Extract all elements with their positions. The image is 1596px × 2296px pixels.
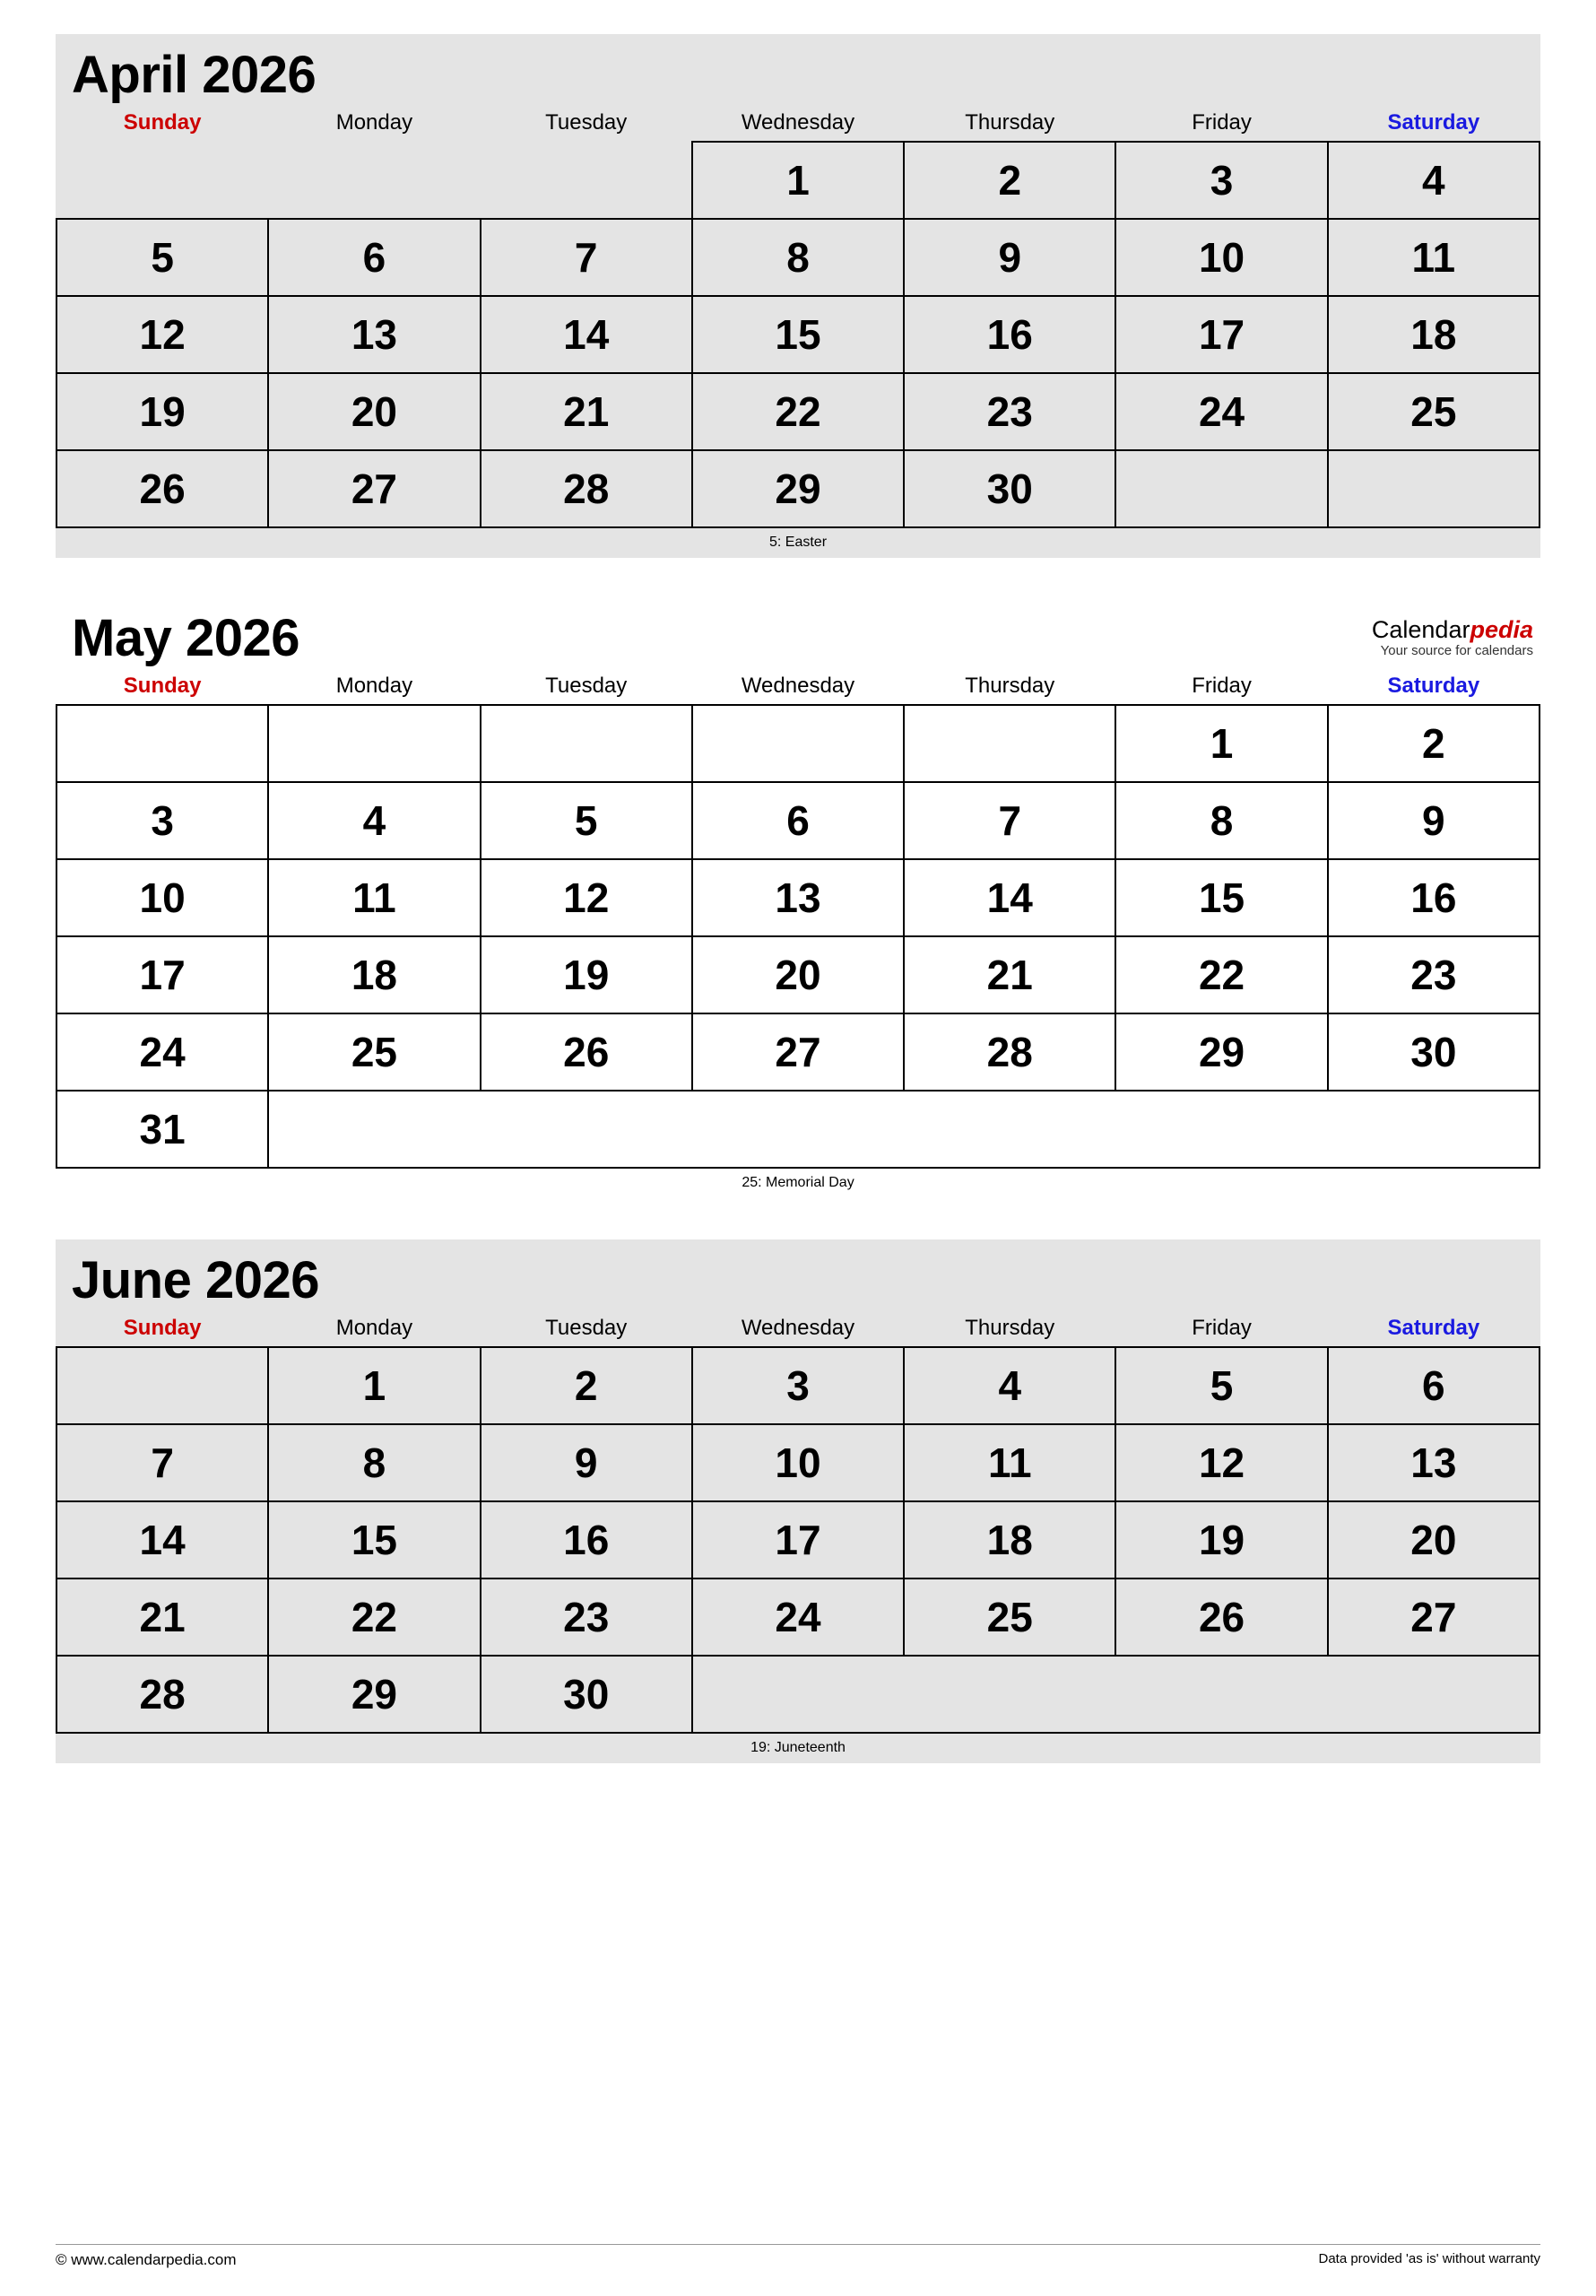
day-cell: 14 bbox=[481, 296, 692, 373]
calendar-body-june bbox=[56, 1347, 1540, 1733]
day-cell: 13 bbox=[268, 296, 480, 373]
day-cell: 25 bbox=[1328, 373, 1540, 450]
day-cell: 7 bbox=[481, 219, 692, 296]
day-cell: 30 bbox=[481, 1656, 692, 1733]
day-cell: 6 bbox=[268, 219, 480, 296]
day-cell: 24 bbox=[56, 1013, 268, 1091]
day-cell: 18 bbox=[904, 1501, 1115, 1578]
section-spacer bbox=[56, 558, 1540, 597]
table-row bbox=[56, 859, 1540, 936]
calendar-body-april bbox=[56, 142, 1540, 527]
day-cell-holiday: 19 bbox=[1115, 1501, 1327, 1578]
day-cell-holiday: 25 bbox=[268, 1013, 480, 1091]
day-cell: 19 bbox=[56, 373, 268, 450]
day-cell: 12 bbox=[1115, 1424, 1327, 1501]
table-row bbox=[56, 1091, 1540, 1168]
day-cell bbox=[481, 142, 692, 219]
day-cell: 9 bbox=[904, 219, 1115, 296]
day-cell: 30 bbox=[1328, 1013, 1540, 1091]
weekday-thursday: Thursday bbox=[965, 673, 1055, 698]
calendar-table-april bbox=[56, 109, 1540, 528]
day-cell: 24 bbox=[692, 1578, 904, 1656]
table-row bbox=[56, 1656, 1540, 1733]
month-block-april bbox=[56, 34, 1540, 558]
day-cell-empty bbox=[692, 1656, 1540, 1733]
day-cell: 11 bbox=[904, 1424, 1115, 1501]
day-cell: 16 bbox=[481, 1501, 692, 1578]
brand-name-part2: pedia bbox=[1470, 615, 1533, 643]
day-cell: 23 bbox=[904, 373, 1115, 450]
table-row bbox=[56, 1501, 1540, 1578]
day-cell: 4 bbox=[904, 1347, 1115, 1424]
day-cell: 27 bbox=[692, 1013, 904, 1091]
day-cell: 28 bbox=[56, 1656, 268, 1733]
day-cell: 1 bbox=[268, 1347, 480, 1424]
day-cell: 29 bbox=[1115, 1013, 1327, 1091]
day-cell: 5 bbox=[56, 219, 268, 296]
day-cell: 23 bbox=[481, 1578, 692, 1656]
weekday-tuesday: Tuesday bbox=[545, 110, 628, 135]
day-cell: 26 bbox=[56, 450, 268, 527]
section-spacer bbox=[56, 1198, 1540, 1239]
weekday-saturday: Saturday bbox=[1387, 673, 1480, 698]
day-cell: 28 bbox=[481, 450, 692, 527]
day-cell bbox=[692, 705, 904, 782]
day-cell: 19 bbox=[481, 936, 692, 1013]
footer-disclaimer: Data provided 'as is' without warranty bbox=[1318, 2251, 1540, 2266]
weekday-monday: Monday bbox=[335, 110, 413, 135]
day-cell bbox=[1115, 450, 1327, 527]
day-cell: 13 bbox=[692, 859, 904, 936]
month-notes-june: 19: Juneteenth bbox=[750, 1739, 846, 1755]
weekday-sunday: Sunday bbox=[123, 673, 202, 698]
day-cell: 29 bbox=[268, 1656, 480, 1733]
day-cell: 15 bbox=[692, 296, 904, 373]
day-cell: 24 bbox=[1115, 373, 1327, 450]
table-row bbox=[56, 1578, 1540, 1656]
weekday-thursday: Thursday bbox=[965, 1315, 1055, 1340]
brand-logo bbox=[1372, 617, 1533, 658]
day-cell: 2 bbox=[481, 1347, 692, 1424]
month-block-june bbox=[56, 1239, 1540, 1763]
day-cell: 8 bbox=[268, 1424, 480, 1501]
month-notes-may: 25: Memorial Day bbox=[742, 1174, 854, 1190]
day-cell: 17 bbox=[56, 936, 268, 1013]
day-cell: 15 bbox=[1115, 859, 1327, 936]
day-cell: 12 bbox=[56, 296, 268, 373]
footer-copyright: © www.calendarpedia.com bbox=[56, 2251, 237, 2268]
weekday-thursday: Thursday bbox=[965, 109, 1055, 135]
calendar-body-may bbox=[56, 705, 1540, 1168]
table-row bbox=[56, 1424, 1540, 1501]
table-row bbox=[56, 1347, 1540, 1424]
weekday-header-row bbox=[56, 672, 1540, 705]
day-cell: 14 bbox=[904, 859, 1115, 936]
table-row bbox=[56, 296, 1540, 373]
weekday-saturday: Saturday bbox=[1387, 1315, 1480, 1340]
day-cell-empty bbox=[268, 1091, 1540, 1168]
day-cell: 14 bbox=[56, 1501, 268, 1578]
day-cell: 7 bbox=[56, 1424, 268, 1501]
weekday-tuesday: Tuesday bbox=[545, 1315, 628, 1340]
brand-name bbox=[1372, 617, 1533, 642]
day-cell: 6 bbox=[692, 782, 904, 859]
day-cell bbox=[1328, 450, 1540, 527]
day-cell bbox=[268, 705, 480, 782]
weekday-wednesday: Wednesday bbox=[741, 1315, 855, 1340]
day-cell: 17 bbox=[692, 1501, 904, 1578]
day-cell: 10 bbox=[692, 1424, 904, 1501]
day-cell: 3 bbox=[1115, 142, 1327, 219]
day-cell: 3 bbox=[692, 1347, 904, 1424]
day-cell: 21 bbox=[904, 936, 1115, 1013]
day-cell: 11 bbox=[268, 859, 480, 936]
brand-tagline: Your source for calendars bbox=[1380, 643, 1533, 659]
month-title-april: April 2026 bbox=[72, 46, 317, 104]
day-cell: 26 bbox=[1115, 1578, 1327, 1656]
day-cell: 8 bbox=[1115, 782, 1327, 859]
weekday-sunday: Sunday bbox=[123, 1315, 202, 1340]
day-cell bbox=[268, 142, 480, 219]
day-cell: 20 bbox=[1328, 1501, 1540, 1578]
day-cell: 4 bbox=[1328, 142, 1540, 219]
day-cell: 28 bbox=[904, 1013, 1115, 1091]
day-cell bbox=[56, 142, 268, 219]
day-cell: 11 bbox=[1328, 219, 1540, 296]
weekday-tuesday: Tuesday bbox=[545, 673, 628, 698]
page-footer bbox=[56, 2244, 1540, 2269]
day-cell: 6 bbox=[1328, 1347, 1540, 1424]
day-cell bbox=[56, 1347, 268, 1424]
day-cell: 22 bbox=[1115, 936, 1327, 1013]
day-cell: 25 bbox=[904, 1578, 1115, 1656]
day-cell bbox=[904, 705, 1115, 782]
day-cell: 20 bbox=[692, 936, 904, 1013]
brand-name-part1: Calendar bbox=[1371, 615, 1470, 643]
weekday-wednesday: Wednesday bbox=[741, 109, 855, 135]
day-cell: 30 bbox=[904, 450, 1115, 527]
day-cell: 21 bbox=[56, 1578, 268, 1656]
table-row bbox=[56, 936, 1540, 1013]
weekday-friday: Friday bbox=[1192, 109, 1252, 135]
weekday-sunday: Sunday bbox=[123, 110, 202, 135]
day-cell: 1 bbox=[1115, 705, 1327, 782]
weekday-friday: Friday bbox=[1192, 1315, 1252, 1340]
day-cell: 16 bbox=[1328, 859, 1540, 936]
month-block-may bbox=[56, 597, 1540, 1198]
day-cell: 10 bbox=[1115, 219, 1327, 296]
day-cell: 2 bbox=[1328, 705, 1540, 782]
day-cell: 22 bbox=[692, 373, 904, 450]
day-cell: 20 bbox=[268, 373, 480, 450]
day-cell: 9 bbox=[1328, 782, 1540, 859]
weekday-friday: Friday bbox=[1192, 673, 1252, 698]
day-cell: 8 bbox=[692, 219, 904, 296]
day-cell: 12 bbox=[481, 859, 692, 936]
calendar-table-june bbox=[56, 1314, 1540, 1734]
month-title-may: May 2026 bbox=[72, 608, 299, 667]
day-cell: 3 bbox=[56, 782, 268, 859]
day-cell: 29 bbox=[692, 450, 904, 527]
day-cell: 2 bbox=[904, 142, 1115, 219]
day-cell: 13 bbox=[1328, 1424, 1540, 1501]
day-cell: 31 bbox=[56, 1091, 268, 1168]
table-row bbox=[56, 705, 1540, 782]
day-cell: 9 bbox=[481, 1424, 692, 1501]
day-cell: 26 bbox=[481, 1013, 692, 1091]
weekday-saturday: Saturday bbox=[1387, 109, 1480, 135]
day-cell: 5 bbox=[481, 782, 692, 859]
day-cell: 17 bbox=[1115, 296, 1327, 373]
weekday-monday: Monday bbox=[335, 1315, 413, 1340]
table-row bbox=[56, 782, 1540, 859]
day-cell: 5 bbox=[1115, 1347, 1327, 1424]
day-cell: 22 bbox=[268, 1578, 480, 1656]
table-row bbox=[56, 219, 1540, 296]
day-cell: 1 bbox=[692, 142, 904, 219]
day-cell: 21 bbox=[481, 373, 692, 450]
calendar-table-may bbox=[56, 672, 1540, 1169]
weekday-header-row bbox=[56, 109, 1540, 142]
weekday-header-row bbox=[56, 1314, 1540, 1347]
table-row bbox=[56, 142, 1540, 219]
day-cell: 27 bbox=[1328, 1578, 1540, 1656]
day-cell bbox=[56, 705, 268, 782]
day-cell: 18 bbox=[1328, 296, 1540, 373]
day-cell: 16 bbox=[904, 296, 1115, 373]
month-title-june: June 2026 bbox=[72, 1250, 320, 1309]
day-cell: 27 bbox=[268, 450, 480, 527]
day-cell: 4 bbox=[268, 782, 480, 859]
day-cell: 7 bbox=[904, 782, 1115, 859]
day-cell bbox=[481, 705, 692, 782]
weekday-wednesday: Wednesday bbox=[741, 673, 855, 698]
day-cell: 23 bbox=[1328, 936, 1540, 1013]
table-row bbox=[56, 1013, 1540, 1091]
day-cell: 18 bbox=[268, 936, 480, 1013]
day-cell: 10 bbox=[56, 859, 268, 936]
table-row bbox=[56, 373, 1540, 450]
day-cell: 15 bbox=[268, 1501, 480, 1578]
month-notes-april: 5: Easter bbox=[768, 534, 828, 550]
weekday-monday: Monday bbox=[335, 673, 413, 698]
table-row bbox=[56, 450, 1540, 527]
